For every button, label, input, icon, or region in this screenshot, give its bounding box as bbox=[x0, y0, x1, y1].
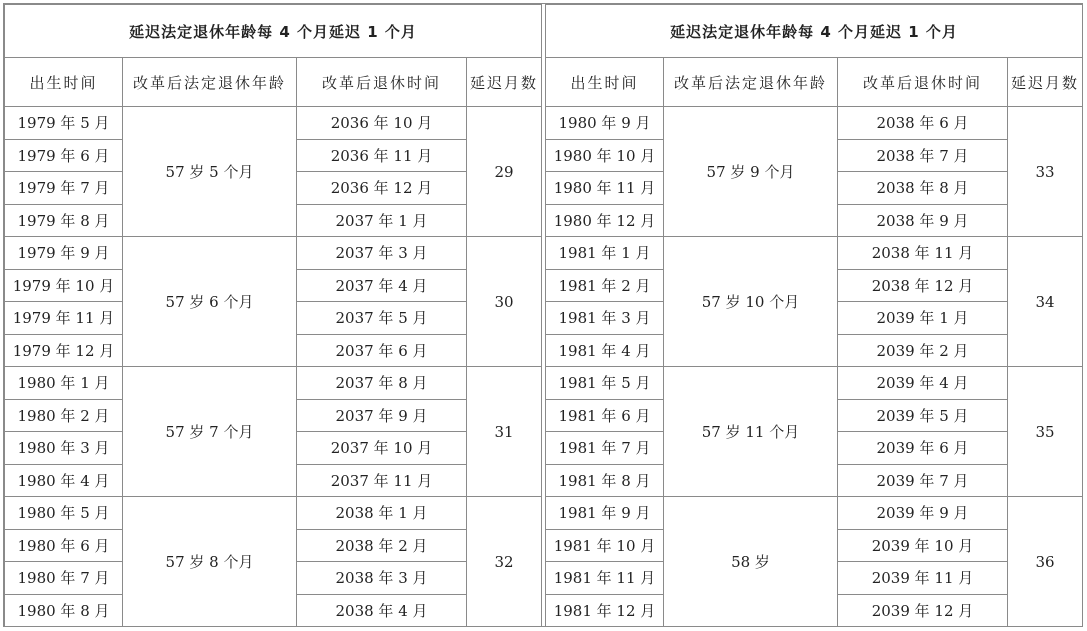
retirement-table bbox=[4, 4, 542, 627]
retirement-time-cell: 2037 年 3 月 bbox=[297, 237, 467, 270]
retirement-time-cell: 2039 年 1 月 bbox=[838, 302, 1008, 335]
retirement-time-cell: 2039 年 5 月 bbox=[838, 399, 1008, 432]
header-birth-time: 出生时间 bbox=[5, 58, 123, 107]
retirement-age-cell: 57 岁 5 个月 bbox=[123, 107, 297, 237]
retirement-time-cell: 2037 年 9 月 bbox=[297, 399, 467, 432]
header-retirement-time: 改革后退休时间 bbox=[838, 58, 1008, 107]
retirement-time-cell: 2038 年 6 月 bbox=[838, 107, 1008, 140]
retirement-time-cell: 2037 年 1 月 bbox=[297, 204, 467, 237]
birth-time-cell: 1981 年 3 月 bbox=[546, 302, 664, 335]
retirement-age-cell: 58 岁 bbox=[664, 497, 838, 627]
table-title: 延迟法定退休年龄每 4 个月延迟 1 个月 bbox=[546, 5, 1083, 58]
retirement-time-cell: 2038 年 8 月 bbox=[838, 172, 1008, 205]
birth-time-cell: 1980 年 3 月 bbox=[5, 432, 123, 465]
birth-time-cell: 1981 年 4 月 bbox=[546, 334, 664, 367]
birth-time-cell: 1979 年 9 月 bbox=[5, 237, 123, 270]
retirement-time-cell: 2038 年 1 月 bbox=[297, 497, 467, 530]
birth-time-cell: 1980 年 5 月 bbox=[5, 497, 123, 530]
retirement-time-cell: 2037 年 5 月 bbox=[297, 302, 467, 335]
retirement-time-cell: 2037 年 8 月 bbox=[297, 367, 467, 400]
retirement-time-cell: 2038 年 4 月 bbox=[297, 594, 467, 627]
birth-time-cell: 1980 年 10 月 bbox=[546, 139, 664, 172]
table-title: 延迟法定退休年龄每 4 个月延迟 1 个月 bbox=[5, 5, 542, 58]
table-row bbox=[546, 237, 1083, 270]
birth-time-cell: 1979 年 11 月 bbox=[5, 302, 123, 335]
table-row bbox=[5, 497, 542, 530]
retirement-time-cell: 2037 年 11 月 bbox=[297, 464, 467, 497]
birth-time-cell: 1981 年 7 月 bbox=[546, 432, 664, 465]
retirement-age-cell: 57 岁 8 个月 bbox=[123, 497, 297, 627]
delay-months-cell: 32 bbox=[467, 497, 542, 627]
retirement-age-cell: 57 岁 11 个月 bbox=[664, 367, 838, 497]
retirement-table bbox=[545, 4, 1083, 627]
birth-time-cell: 1981 年 10 月 bbox=[546, 529, 664, 562]
delay-months-cell: 30 bbox=[467, 237, 542, 367]
birth-time-cell: 1979 年 7 月 bbox=[5, 172, 123, 205]
table-row bbox=[5, 237, 542, 270]
birth-time-cell: 1980 年 8 月 bbox=[5, 594, 123, 627]
retirement-time-cell: 2037 年 4 月 bbox=[297, 269, 467, 302]
birth-time-cell: 1981 年 9 月 bbox=[546, 497, 664, 530]
delay-months-cell: 29 bbox=[467, 107, 542, 237]
birth-time-cell: 1981 年 8 月 bbox=[546, 464, 664, 497]
retirement-time-cell: 2038 年 9 月 bbox=[838, 204, 1008, 237]
delay-months-cell: 36 bbox=[1008, 497, 1083, 627]
retirement-time-cell: 2039 年 11 月 bbox=[838, 562, 1008, 595]
table-row bbox=[546, 497, 1083, 530]
birth-time-cell: 1980 年 7 月 bbox=[5, 562, 123, 595]
retirement-table-right bbox=[545, 4, 1082, 627]
birth-time-cell: 1980 年 12 月 bbox=[546, 204, 664, 237]
birth-time-cell: 1981 年 1 月 bbox=[546, 237, 664, 270]
birth-time-cell: 1981 年 5 月 bbox=[546, 367, 664, 400]
header-delay-months: 延迟月数 bbox=[467, 58, 542, 107]
retirement-time-cell: 2038 年 11 月 bbox=[838, 237, 1008, 270]
retirement-time-cell: 2039 年 6 月 bbox=[838, 432, 1008, 465]
birth-time-cell: 1980 年 6 月 bbox=[5, 529, 123, 562]
birth-time-cell: 1979 年 6 月 bbox=[5, 139, 123, 172]
birth-time-cell: 1981 年 11 月 bbox=[546, 562, 664, 595]
retirement-time-cell: 2039 年 4 月 bbox=[838, 367, 1008, 400]
retirement-table-left bbox=[4, 4, 541, 627]
retirement-time-cell: 2038 年 7 月 bbox=[838, 139, 1008, 172]
retirement-age-cell: 57 岁 9 个月 bbox=[664, 107, 838, 237]
retirement-time-cell: 2036 年 12 月 bbox=[297, 172, 467, 205]
retirement-time-cell: 2039 年 12 月 bbox=[838, 594, 1008, 627]
retirement-time-cell: 2039 年 10 月 bbox=[838, 529, 1008, 562]
birth-time-cell: 1981 年 2 月 bbox=[546, 269, 664, 302]
retirement-time-cell: 2038 年 3 月 bbox=[297, 562, 467, 595]
delay-months-cell: 34 bbox=[1008, 237, 1083, 367]
retirement-time-cell: 2038 年 12 月 bbox=[838, 269, 1008, 302]
header-retirement-age: 改革后法定退休年龄 bbox=[664, 58, 838, 107]
header-retirement-age: 改革后法定退休年龄 bbox=[123, 58, 297, 107]
header-birth-time: 出生时间 bbox=[546, 58, 664, 107]
birth-time-cell: 1981 年 12 月 bbox=[546, 594, 664, 627]
birth-time-cell: 1980 年 9 月 bbox=[546, 107, 664, 140]
birth-time-cell: 1981 年 6 月 bbox=[546, 399, 664, 432]
retirement-time-cell: 2039 年 7 月 bbox=[838, 464, 1008, 497]
retirement-time-cell: 2037 年 6 月 bbox=[297, 334, 467, 367]
birth-time-cell: 1979 年 10 月 bbox=[5, 269, 123, 302]
birth-time-cell: 1979 年 5 月 bbox=[5, 107, 123, 140]
birth-time-cell: 1979 年 12 月 bbox=[5, 334, 123, 367]
delay-months-cell: 35 bbox=[1008, 367, 1083, 497]
retirement-time-cell: 2036 年 11 月 bbox=[297, 139, 467, 172]
birth-time-cell: 1980 年 1 月 bbox=[5, 367, 123, 400]
birth-time-cell: 1979 年 8 月 bbox=[5, 204, 123, 237]
retirement-age-cell: 57 岁 10 个月 bbox=[664, 237, 838, 367]
retirement-time-cell: 2039 年 9 月 bbox=[838, 497, 1008, 530]
header-retirement-time: 改革后退休时间 bbox=[297, 58, 467, 107]
header-delay-months: 延迟月数 bbox=[1008, 58, 1083, 107]
retirement-time-cell: 2038 年 2 月 bbox=[297, 529, 467, 562]
birth-time-cell: 1980 年 11 月 bbox=[546, 172, 664, 205]
table-row bbox=[546, 367, 1083, 400]
retirement-age-cell: 57 岁 6 个月 bbox=[123, 237, 297, 367]
table-row bbox=[5, 107, 542, 140]
retirement-time-cell: 2036 年 10 月 bbox=[297, 107, 467, 140]
delay-months-cell: 31 bbox=[467, 367, 542, 497]
table-row bbox=[5, 367, 542, 400]
retirement-age-cell: 57 岁 7 个月 bbox=[123, 367, 297, 497]
table-row bbox=[546, 107, 1083, 140]
retirement-time-cell: 2039 年 2 月 bbox=[838, 334, 1008, 367]
retirement-time-cell: 2037 年 10 月 bbox=[297, 432, 467, 465]
birth-time-cell: 1980 年 2 月 bbox=[5, 399, 123, 432]
delay-months-cell: 33 bbox=[1008, 107, 1083, 237]
birth-time-cell: 1980 年 4 月 bbox=[5, 464, 123, 497]
